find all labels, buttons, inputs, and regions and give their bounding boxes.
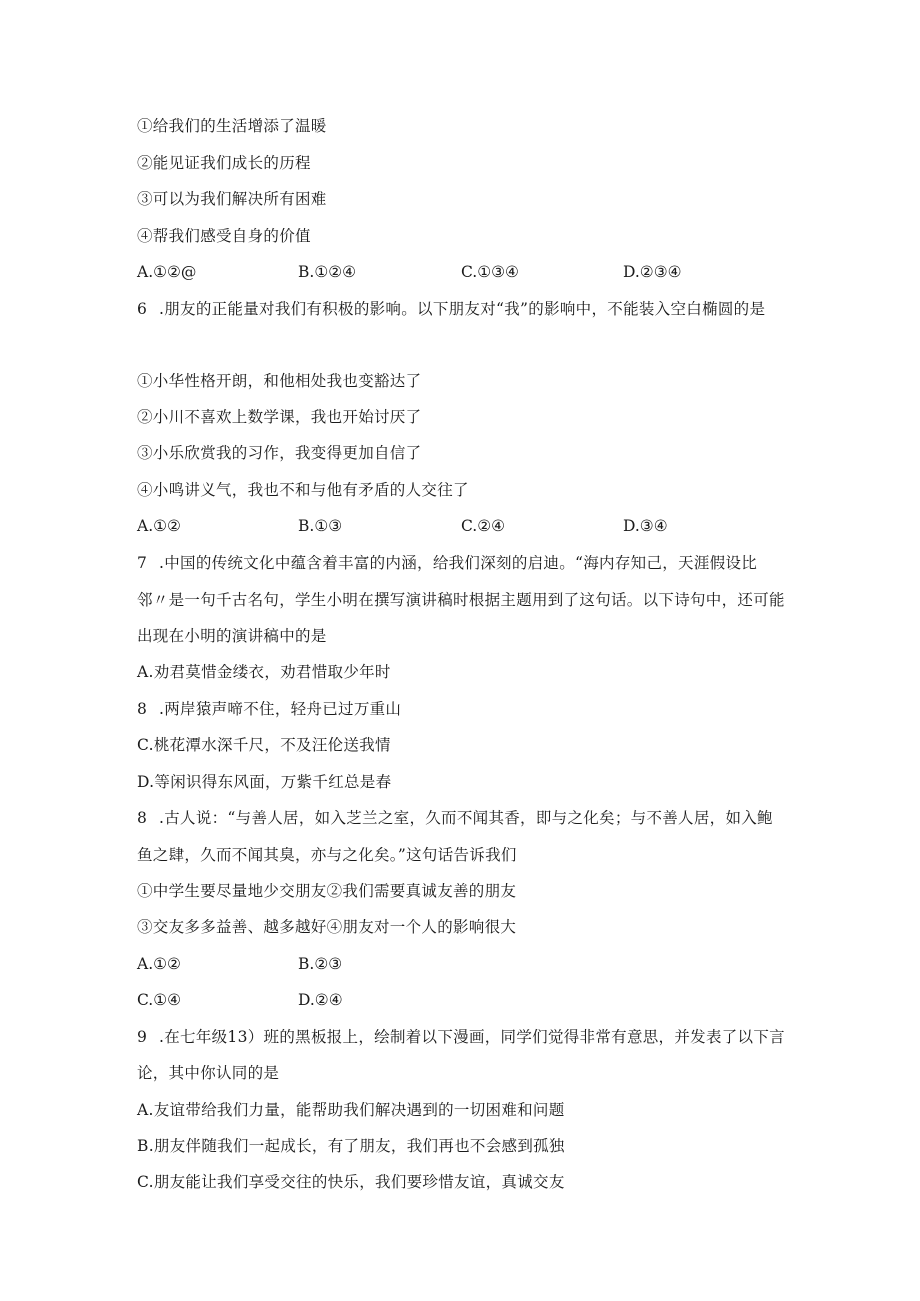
q6-option-d: D.③④ [623,517,668,535]
q5-item-4: ④帮我们感受自身的价值 [137,227,311,245]
q9-option-c: C.朋友能让我们享受交往的快乐，我们要珍惜友谊，真诚交友 [137,1173,565,1191]
q6-item-1: ①小华性格开朗，和他相处我也变豁达了 [137,372,422,390]
q9-option-b: B.朋友伴随我们一起成长，有了朋友，我们再也不会感到孤独 [137,1137,565,1155]
q8-items-line-2: ③交友多多益善、越多越好④朋友对一个人的影响很大 [137,918,517,936]
q8-option-d: D.②④ [298,991,343,1009]
q8-option-c: C.①④ [137,991,182,1009]
q8-stem-line-1 [137,808,773,828]
q8-number: 8 [137,809,148,827]
q6-option-c: C.②④ [461,517,506,535]
q9-stem-text: .在七年级13）班的黑板报上，绘制着以下漫画，同学们觉得非常有意思，并发表了以下言 [159,1028,785,1046]
q7-option-d: D.等闲识得东风面，万紫千红总是春 [137,773,392,791]
q9-option-a: A.友谊带给我们力量，能帮助我们解决遇到的一切困难和问题 [137,1101,565,1119]
q7-stem-line-1 [137,553,757,573]
q7-option-a: A.劝君莫惜金缕衣，劝君惜取少年时 [137,663,391,681]
q6-item-3: ③小乐欣赏我的习作，我变得更加自信了 [137,444,422,462]
q5-option-c: C.①③④ [461,263,519,281]
q5-option-a: A.①②@ [137,263,197,281]
q9-stem-line-2: 论，其中你认同的是 [137,1064,280,1082]
q6-option-a: A.①② [137,517,181,535]
q6-item-2: ②小川不喜欢上数学课，我也开始讨厌了 [137,408,422,426]
q6-stem-text: .朋友的正能量对我们有积极的影响。以下朋友对“我”的影响中，不能装入空白椭圆的是 [159,300,766,318]
q5-item-1: ①给我们的生活增添了温暖 [137,117,327,135]
q6-number: 6 [137,300,148,318]
q6-option-b: B.①③ [298,517,343,535]
q5-item-2: ②能见证我们成长的历程 [137,154,311,172]
q7-option-b-number: 8 [137,700,148,718]
q8-items-line-1: ①中学生要尽量地少交朋友②我们需要真诚友善的朋友 [137,882,517,900]
q6-item-4: ④小鸣讲义气，我也不和与他有矛盾的人交往了 [137,481,469,499]
q9-number: 9 [137,1028,148,1046]
q7-option-b-text: .两岸猿声啼不住，轻舟已过万重山 [159,700,402,718]
q9-stem-line-1 [137,1027,785,1047]
q5-option-d: D.②③④ [623,263,682,281]
q7-number: 7 [137,554,148,572]
q8-stem-line-2: 鱼之肆，久而不闻其臭，亦与之化矣。”这句话告诉我们 [137,846,517,864]
q7-option-b [137,699,401,719]
q5-option-b: B.①②④ [298,263,357,281]
q5-item-3: ③可以为我们解决所有困难 [137,190,327,208]
q7-option-c: C.桃花潭水深千尺，不及汪伦送我情 [137,736,391,754]
q8-option-b: B.②③ [298,955,343,973]
q6-stem [137,299,765,319]
q8-stem-text: .古人说：“与善人居，如入芝兰之室，久而不闻其香，即与之化矣；与不善人居，如入鲍 [159,809,773,827]
q7-stem-line-3: 出现在小明的演讲稿中的是 [137,627,327,645]
q8-option-a: A.①② [137,955,181,973]
q7-stem-line-2: 邻〃是一句千古名句，学生小明在撰写演讲稿时根据主题用到了这句话。以下诗句中，还可能 [137,591,785,609]
q7-stem-text: .中国的传统文化中蕴含着丰富的内涵，给我们深刻的启迪。“海内存知己，天涯假设比 [159,554,758,572]
